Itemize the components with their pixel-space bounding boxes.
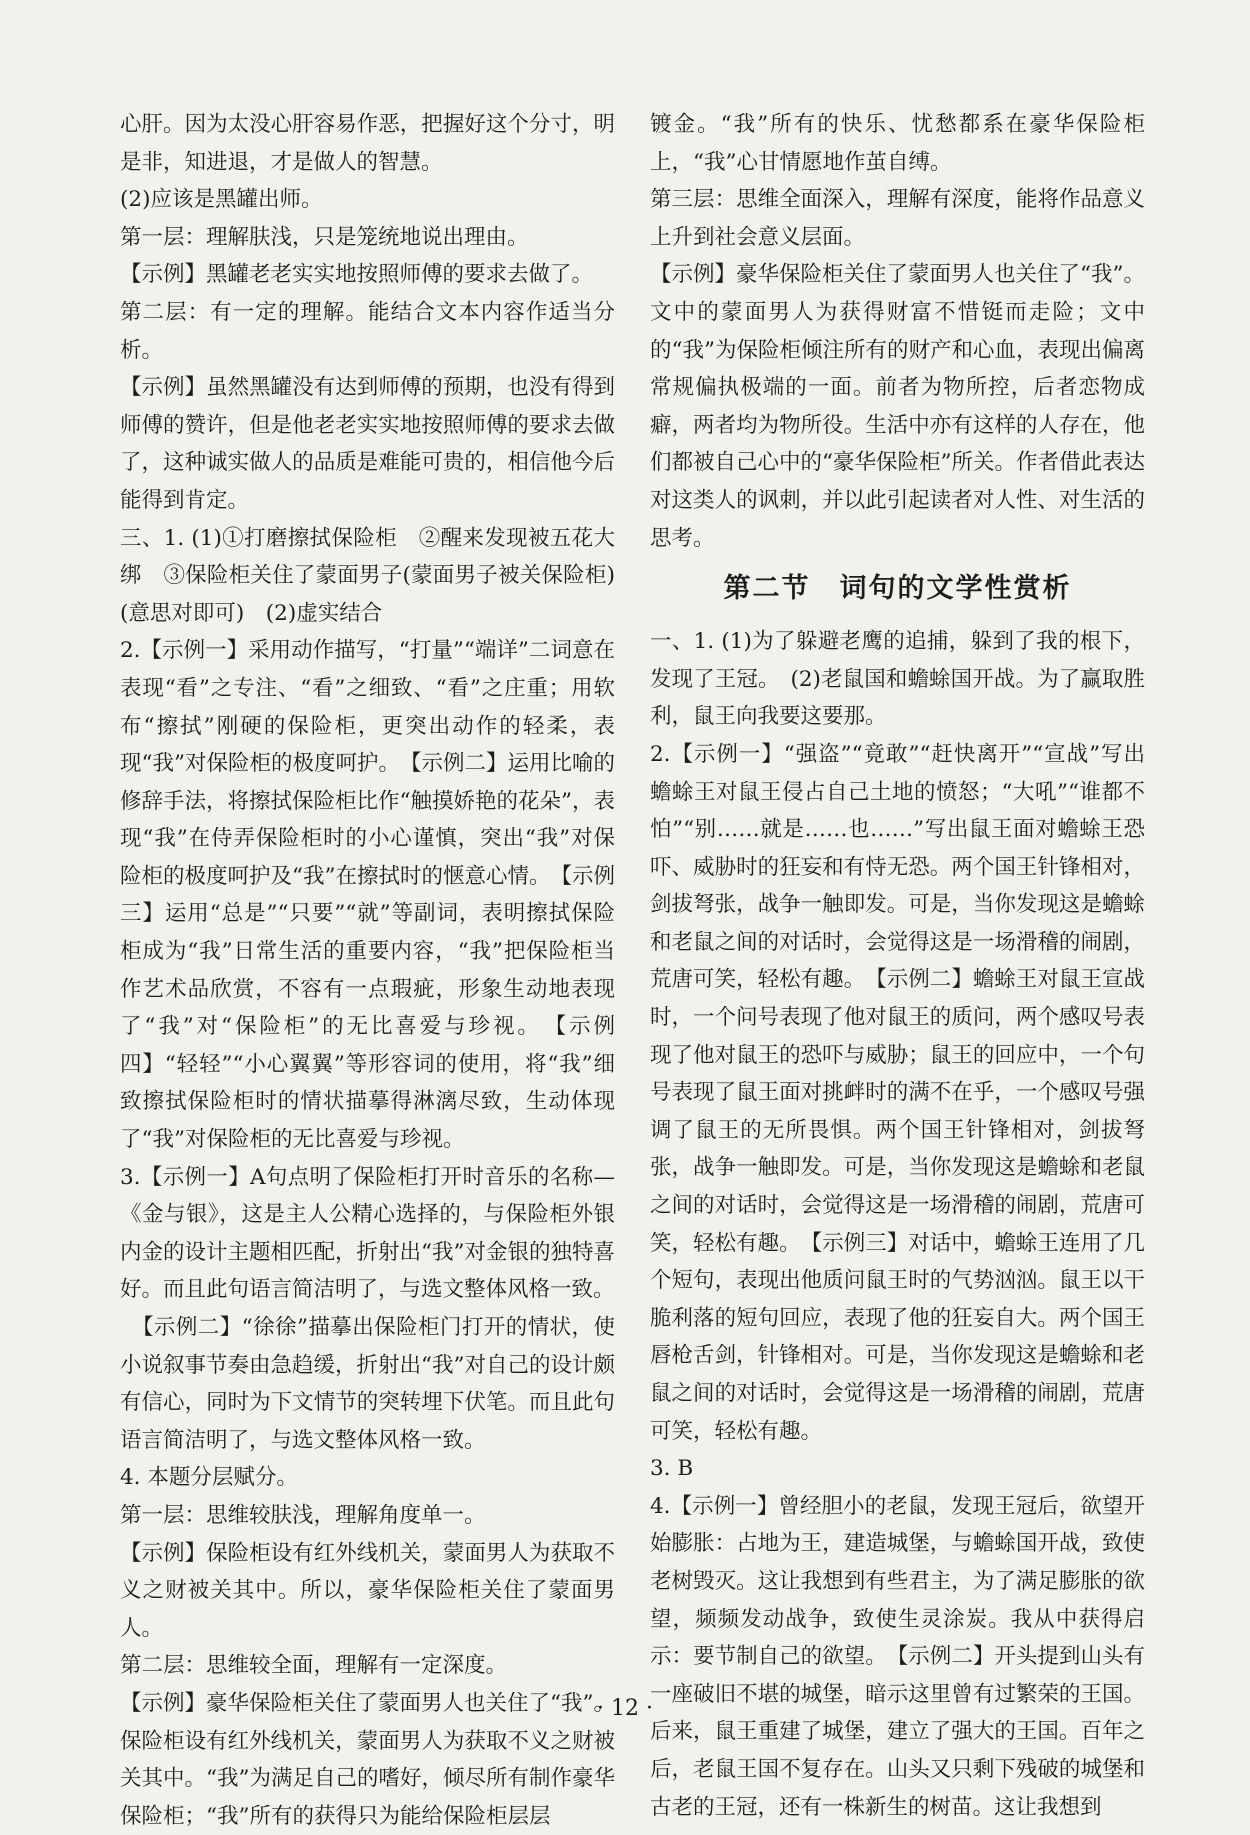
- paragraph: 【示例】黑罐老老实实地按照师傅的要求去做了。: [120, 262, 594, 288]
- paragraph: 第三层：思维全面深入，理解有深度，能将作品意义上升到社会意义层面。: [650, 187, 1145, 250]
- paragraph: 4. 本题分层赋分。: [120, 1465, 298, 1491]
- left-column: [120, 106, 615, 1835]
- paragraph: 【示例】豪华保险柜关住了蒙面男人也关住了“我”。保险柜设有红外线机关，蒙面男人为获取不义之财被关其中。“我”为满足自己的嗜好，倾尽所有制作豪华保险柜；“我”所有的获得只为能给保险柜层层: [120, 1690, 615, 1829]
- paragraph: 一、1. (1)为了躲避老鹰的追捕，躲到了我的根下，发现了王冠。 (2)老鼠国和蟾蜍国开战。为了赢取胜利，鼠王向我要这要那。: [650, 629, 1145, 730]
- paragraph: 【示例】虽然黑罐没有达到师傅的预期，也没有得到师傅的赞许，但是他老老实实地按照师傅的要求去做了，这种诚实做人的品质是难能可贵的，相信他今后能得到肯定。: [120, 375, 615, 513]
- paragraph: 第二层：有一定的理解。能结合文本内容作适当分析。: [120, 299, 615, 363]
- page-number: · 12 ·: [597, 1696, 653, 1721]
- paragraph: 第一层：理解肤浅，只是笼统地说出理由。: [120, 224, 529, 250]
- paragraph: 3. B: [650, 1456, 694, 1482]
- paragraph: 第一层：思维较肤浅，理解角度单一。: [120, 1502, 486, 1528]
- paragraph: (2)应该是黑罐出师。: [120, 187, 323, 213]
- paragraph: 【示例】保险柜设有红外线机关，蒙面男人为获取不义之财被关其中。所以，豪华保险柜关住了蒙面男人。: [120, 1540, 615, 1641]
- paragraph: 4.【示例一】曾经胆小的老鼠，发现王冠后，欲望开始膨胀：占地为王，建造城堡，与蟾蜍国开战，致使老树毁灭。这让我想到有些君主，为了满足膨胀的欲望，频频发动战争，致使生灵涂炭。我从中获得启示：要节制自己的欲望。 【示例二】开头提到山头有一座破旧不堪的城堡，暗示这里曾有过繁荣的王国。后来，鼠王重建了城堡，建立了强大的王国。百年之后，老鼠王国不复存在。山头又只剩下残破的城堡和古老的王冠，还有一株新生的树苗。这让我想到: [650, 1493, 1145, 1820]
- section-title: 第二节 词句的文学性赏析: [723, 573, 1072, 605]
- paragraph: 三、1. (1)①打磨擦拭保险柜 ②醒来发现被五花大绑 ③保险柜关住了蒙面男子(蒙面男子被关保险柜)(意思对即可) (2)虚实结合: [120, 525, 615, 626]
- paragraph: 【示例】豪华保险柜关住了蒙面男人也关住了“我”。文中的蒙面男人为获得财富不惜铤而走险；文中的“我”为保险柜倾注所有的财产和心血，表现出偏离常规偏执极端的一面。前者为物所控，后者恋物成癖，两者均为物所役。生活中亦有这样的人存在，他们都被自己心中的“豪华保险柜”所关。作者借此表达对这类人的讽刺，并以此引起读者对人性、对生活的思考。: [650, 262, 1145, 551]
- paragraph: 2.【示例一】“强盗”“竟敢”“赶快离开”“宣战”写出蟾蜍王对鼠王侵占自己土地的愤怒；“大吼”“谁都不怕”“别……就是……也……”写出鼠王面对蟾蜍王恐吓、威胁时的狂妄和有恃无恐。两个国王针锋相对，剑拔弩张，战争一触即发。可是，当你发现这是蟾蜍和老鼠之间的对话时，会觉得这是一场滑稽的闹剧，荒唐可笑，轻松有趣。 【示例二】蟾蜍王对鼠王宣战时，一个问号表现了他对鼠王的质问，两个感叹号表现了他对鼠王的恐吓与威胁；鼠王的回应中，一个句号表现了鼠王面对挑衅时的满不在乎，一个感叹号强调了鼠王的无所畏惧。两个国王针锋相对，剑拔弩张，战争一触即发。可是，当你发现这是蟾蜍和老鼠之间的对话时，会觉得这是一场滑稽的闹剧，荒唐可笑，轻松有趣。 【示例三】对话中，蟾蜍王连用了几个短句，表现出他质问鼠王时的气势汹汹。鼠王以干脆利落的短句回应，表现了他的狂妄自大。两个国王唇枪舌剑，针锋相对。可是，当你发现这是蟾蜍和老鼠之间的对话时，会觉得这是一场滑稽的闹剧，荒唐可笑，轻松有趣。: [650, 741, 1145, 1444]
- paragraph: 【示例二】“徐徐”描摹出保险柜门打开的情状，使小说叙事节奏由急趋缓，折射出“我”对自己的设计颇有信心，同时为下文情节的突转埋下伏笔。而且此句语言简洁明了，与选文整体风格一致。: [120, 1315, 615, 1453]
- paragraph: 3.【示例一】A句点明了保险柜打开时音乐的名称—《金与银》，这是主人公精心选择的，与保险柜外银内金的设计主题相匹配，折射出“我”对金银的独特喜好。而且此句语言简洁明了，与选文整体风格一致。: [120, 1164, 615, 1303]
- right-column: [650, 106, 1145, 1826]
- paragraph: 第二层：思维较全面，理解有一定深度。: [120, 1653, 508, 1679]
- paragraph: 心肝。因为太没心肝容易作恶，把握好这个分寸，明是非，知进退，才是做人的智慧。: [120, 112, 615, 175]
- paragraph: 镀金。“我”所有的快乐、忧愁都系在豪华保险柜上，“我”心甘情愿地作茧自缚。: [650, 112, 1145, 175]
- paragraph: 2.【示例一】采用动作描写，“打量”“端详”二词意在表现“看”之专注、“看”之细致、“看”之庄重；用软布“擦拭”刚硬的保险柜，更突出动作的轻柔，表现“我”对保险柜的极度呵护。 【示例二】运用比喻的修辞手法，将擦拭保险柜比作“触摸娇艳的花朵”，表现“我”在侍弄保险柜时的小心谨慎，突出“我”对保险柜的极度呵护及“我”在擦拭时的惬意心情。 【示例三】运用“总是”“只要”“就”等副词，表明擦拭保险柜成为“我”日常生活的重要内容，“我”把保险柜当作艺术品欣赏，不容有一点瑕疵，形象生动地表现了“我”对“保险柜”的无比喜爱与珍视。 【示例四】“轻轻”“小心翼翼”等形容词的使用，将“我”细致擦拭保险柜时的情状描摹得淋漓尽致，生动体现了“我”对保险柜的无比喜爱与珍视。: [120, 638, 615, 1153]
